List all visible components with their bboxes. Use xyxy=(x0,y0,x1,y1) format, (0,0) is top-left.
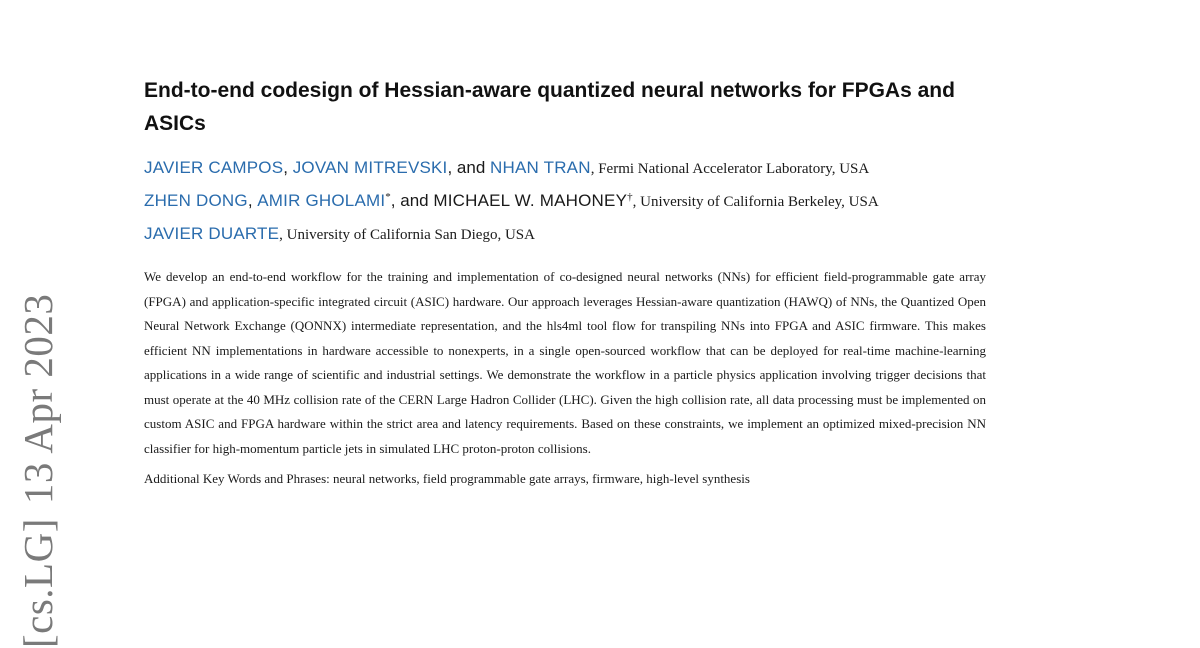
author-separator: , xyxy=(247,191,258,210)
author-link[interactable]: NHAN TRAN xyxy=(490,158,591,177)
author-separator: , and xyxy=(390,191,434,210)
author-name: MICHAEL W. MAHONEY xyxy=(433,191,628,210)
keywords: Additional Key Words and Phrases: neural networks, field programmable gate arrays, firmware, high-level synthesis xyxy=(144,471,750,486)
paper-header xyxy=(144,74,986,491)
author-link[interactable]: JAVIER DUARTE xyxy=(144,224,280,243)
author-link[interactable]: JOVAN MITREVSKI xyxy=(292,158,448,177)
author-separator: , and xyxy=(447,158,491,177)
author-line-berkeley xyxy=(144,185,986,218)
author-block xyxy=(144,152,986,251)
affiliation: , University of California Berkeley, USA xyxy=(632,194,879,210)
author-footnote-mark: † xyxy=(627,191,633,203)
affiliation: , Fermi National Accelerator Laboratory, USA xyxy=(590,161,870,177)
author-line-ucsd xyxy=(144,218,986,251)
affiliation: , University of California San Diego, USA xyxy=(279,227,535,243)
author-line-fermilab xyxy=(144,152,986,185)
author-separator: , xyxy=(283,158,293,177)
author-link[interactable]: ZHEN DONG xyxy=(144,191,248,210)
author-link[interactable]: JAVIER CAMPOS xyxy=(144,158,284,177)
arxiv-date: 13 Apr 2023 xyxy=(15,293,61,505)
abstract: We develop an end-to-end workflow for the training and implementation of co-designed neural networks (NNs) for efficient field-programmable gate array (FPGA) and application-specific integrated circuit (ASIC) hardware. Our approach leverages Hessian-aware quantization (HAWQ) of NNs, the Quantized Open Neural Network Exchange (QONNX) intermediate representation, and the hls4ml tool flow for transpiling NNs into FPGA and ASIC firmware. This makes efficient NN implementations in hardware accessible to nonexperts, in a single open-sourced workflow that can be deployed for real-time machine-learning applications in a wide range of scientific and industrial settings. We demonstrate the workflow in a particle physics application involving trigger decisions that must operate at the 40 MHz collision rate of the CERN Large Hadron Collider (LHC). Given the high collision rate, all data processing must be implemented on custom ASIC and FPGA hardware within the strict area and latency requirements. Based on these constraints, we implement an optimized mixed-precision NN classifier for high-momentum particle jets in simulated LHC proton-proton collisions. xyxy=(144,269,986,456)
author-footnote-mark: * xyxy=(385,191,391,203)
arxiv-category: [cs.LG] xyxy=(15,518,61,648)
author-link[interactable]: AMIR GHOLAMI xyxy=(257,191,386,210)
paper-title: End-to-end codesign of Hessian-aware quantized neural networks for FPGAs and ASICs xyxy=(144,79,955,135)
arxiv-side-stamp xyxy=(15,293,61,648)
